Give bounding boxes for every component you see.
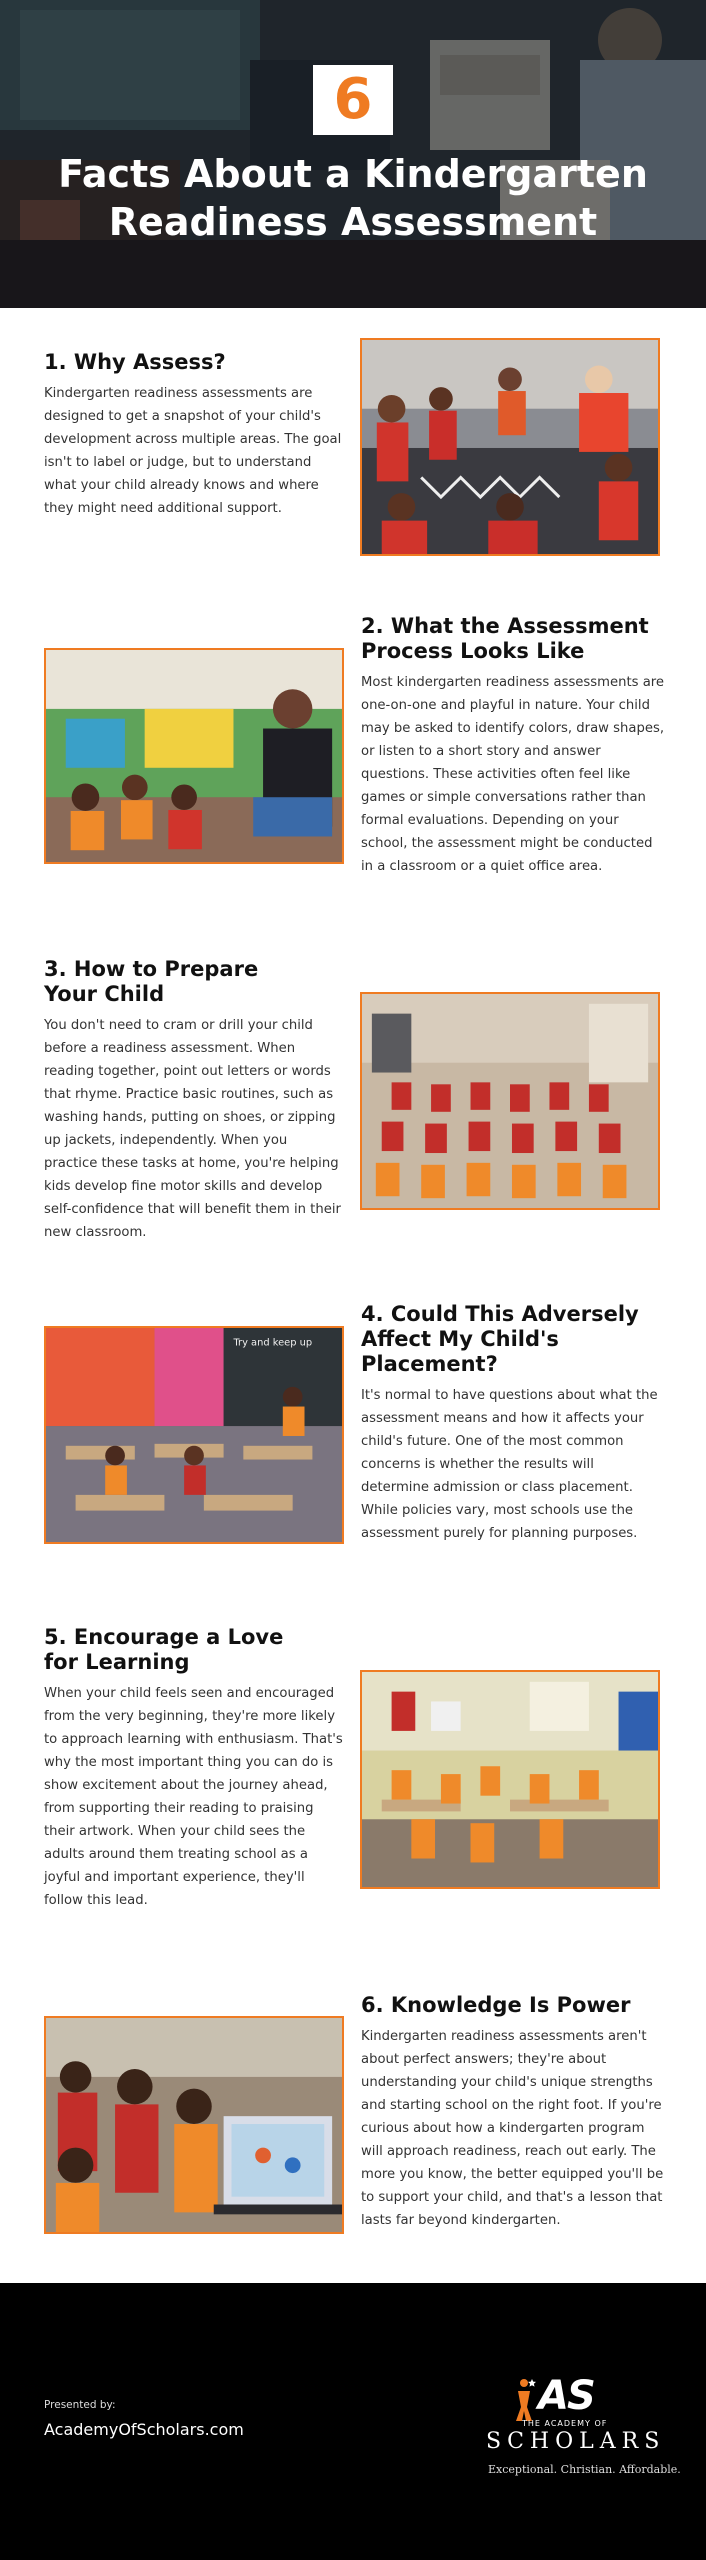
logo-name: SCHOLARS <box>486 2429 666 2454</box>
section-4-body: It's normal to have questions about what the assessment means and how it affects your child's future. One of the most common concerns is whether the results will determine admission or class placement. While policies vary, most schools use the assessment purely for planning purposes. <box>361 1388 658 1541</box>
section-6-text <box>361 1993 665 2232</box>
hero-banner <box>0 0 706 308</box>
section-2-heading-line2: Process Looks Like <box>361 639 585 663</box>
section-1-heading: 1. Why Assess? <box>44 350 226 374</box>
logo-subtitle: THE ACADEMY OF <box>522 2419 608 2428</box>
section-6-heading: 6. Knowledge Is Power <box>361 1993 631 2017</box>
section-2-body: Most kindergarten readiness assessments are one-on-one and playful in nature. Your child may be asked to identify colors, draw shapes, or listen to a short story and answer questions. These activities often feel like games or simple conversations rather than formal evaluations. Depending on your school, the assessment might be conducted in a classroom or a quiet office area. <box>361 675 665 874</box>
section-5-photo <box>360 1670 660 1889</box>
section-2-heading-line1: 2. What the Assessment <box>361 614 649 638</box>
academy-of-scholars-logo <box>478 2373 681 2493</box>
section-4-heading-line3: Placement? <box>361 1352 498 1376</box>
section-4-text <box>361 1302 665 1545</box>
section-5-text <box>44 1625 344 1912</box>
section-3-text <box>44 957 344 1244</box>
page-title-line2: Readiness Assessment <box>108 200 598 244</box>
section-2-photo <box>44 648 344 864</box>
section-4-heading-line1: 4. Could This Adversely <box>361 1302 639 1326</box>
section-5-heading-line2: for Learning <box>44 1650 190 1674</box>
section-1-body: Kindergarten readiness assessments are designed to get a snapshot of your child's development across multiple areas. The goal isn't to label or judge, but to understand what your child already knows and where they might need additional support. <box>44 386 342 516</box>
section-6-body: Kindergarten readiness assessments aren't about perfect answers; they're about understanding your child's unique strengths and starting school on the right foot. If you're curious about how a kindergarten program will approach readiness, reach out early. The more you know, the better equipped you'll be to support your child, and that's a lesson that lasts far beyond kindergarten. <box>361 2029 664 2228</box>
section-6-photo <box>44 2016 344 2234</box>
presented-by-label: Presented by: <box>44 2399 116 2411</box>
website-link[interactable]: AcademyOfScholars.com <box>44 2420 244 2439</box>
students-laptop-photo <box>46 2018 342 2232</box>
section-3-heading-line1: 3. How to Prepare <box>44 957 259 981</box>
section-1-text <box>44 350 344 520</box>
section-3-heading <box>44 957 344 1007</box>
section-4-heading-line2: Affect My Child's <box>361 1327 559 1351</box>
section-5-heading <box>44 1625 344 1675</box>
section-5-heading-line1: 5. Encourage a Love <box>44 1625 284 1649</box>
logo-mark: AS <box>538 2373 594 2419</box>
section-2-text <box>361 614 665 878</box>
classroom-students-photo <box>362 1672 658 1887</box>
section-4-photo <box>44 1326 344 1544</box>
footer <box>0 2283 706 2560</box>
section-1-photo <box>360 338 660 556</box>
logo-tagline: Exceptional. Christian. Affordable. <box>488 2463 681 2476</box>
classroom-teacher-photo <box>46 650 342 862</box>
section-3-heading-line2: Your Child <box>44 982 165 1006</box>
section-5-body: When your child feels seen and encouraged from the very beginning, they're more likely to approach learning with enthusiasm. That's why the most important thing you can do is show excitement about the journey ahead, from supporting their reading to praising their artwork. When your child sees the adults around them treating school as a joyful and important experience, they'll follow this lead. <box>44 1686 343 1908</box>
photo-4-board-text: Try and keep up <box>233 1337 313 1349</box>
classroom-desks-photo <box>46 1328 342 1542</box>
page-title-line1: Facts About a Kindergarten <box>58 152 648 196</box>
page-title <box>0 150 706 246</box>
section-4-heading <box>361 1302 665 1377</box>
assembly-room-photo <box>362 994 658 1208</box>
section-3-body: You don't need to cram or drill your child before a readiness assessment. When reading together, point out letters or words that rhyme. Practice basic routines, such as washing hands, putting on shoes, or zipping up jackets, independently. When you practice these tasks at home, you're helping kids develop fine motor skills and develop self-confidence that will benefit them in their new classroom. <box>44 1018 341 1240</box>
hero-number-badge: 6 <box>313 65 393 135</box>
section-3-photo <box>360 992 660 1210</box>
section-2-heading <box>361 614 665 664</box>
classroom-circle-photo <box>362 340 658 554</box>
logo-figure-icon <box>512 2377 536 2421</box>
